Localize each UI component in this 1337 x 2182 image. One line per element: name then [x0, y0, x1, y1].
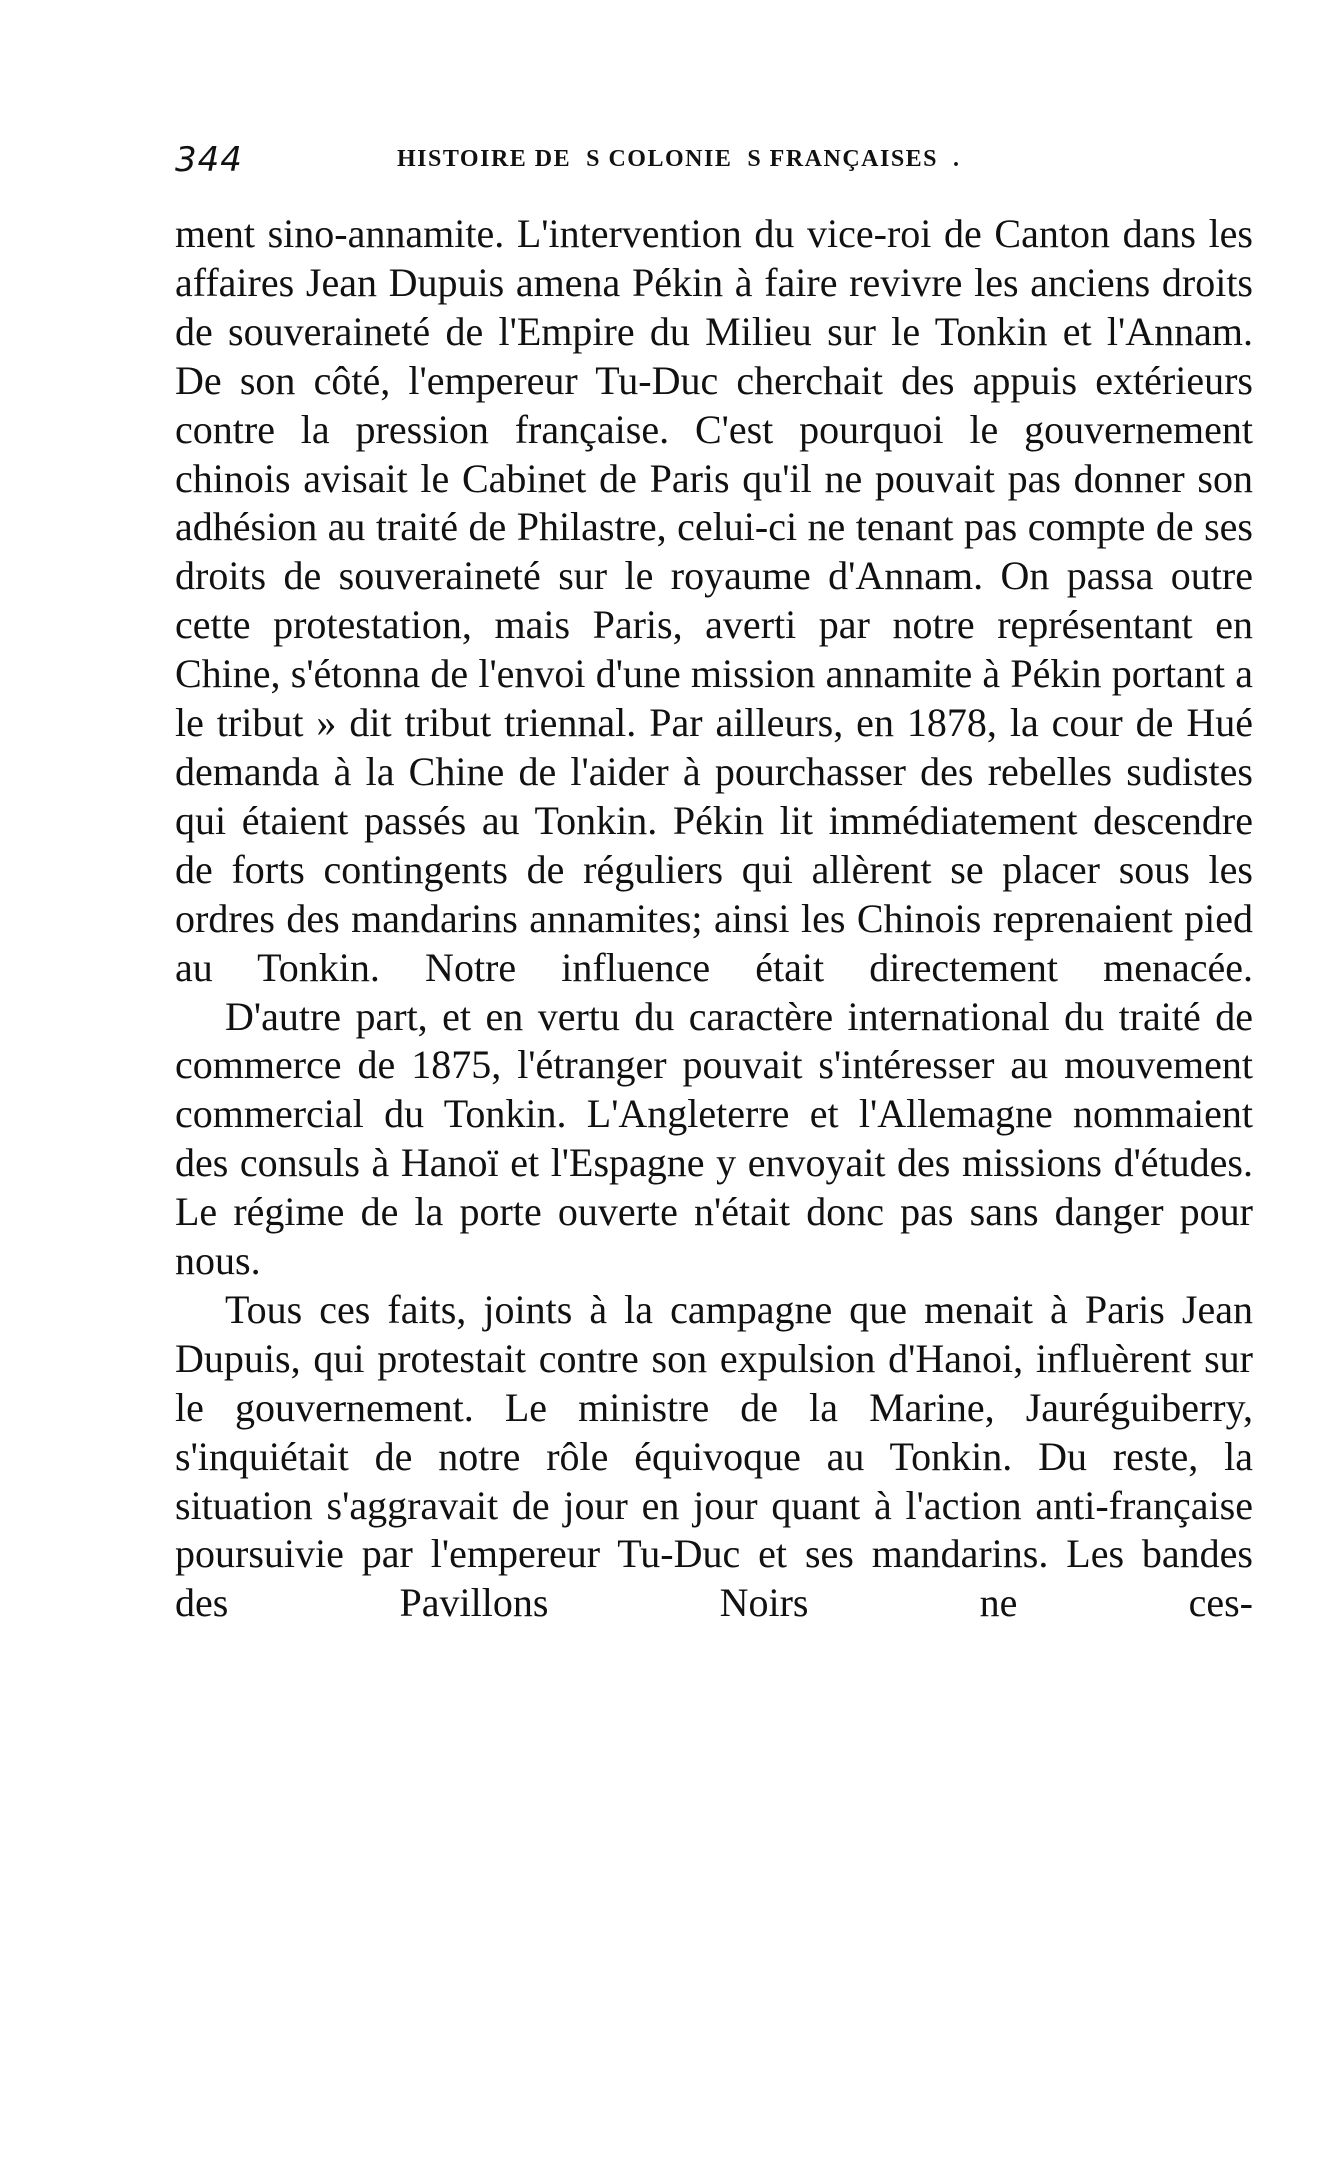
page-header	[175, 136, 1255, 186]
paragraph-1: ment sino-annamite. L'intervention du vice-roi de Canton dans les affaires Jean Dupuis amena Pékin à faire revivre les anciens droits de souveraineté de l'Empire du Milieu sur le Tonkin et l'Annam. De son côté, l'empereur Tu-Duc cherchait des appuis extérieurs contre la pression française. C'est pourquoi le gouvernement chinois avisait le Cabinet de Paris qu'il ne pouvait pas donner son adhésion au traité de Philastre, celui-ci ne tenant pas compte de ses droits de souveraineté sur le royaume d'Annam. On passa outre cette protestation, mais Paris, averti par notre représentant en Chine, s'étonna de l'envoi d'une mission annamite à Pékin portant a le tribut » dit tribut triennal. Par ailleurs, en 1878, la cour de Hué demanda à la Chine de l'aider à pourchasser des rebelles sudistes qui étaient passés au Tonkin. Pékin lit immédiatement descendre de forts contingents de réguliers qui allèrent se placer sous les ordres des mandarins annamites; ainsi les Chinois reprenaient pied au Tonkin. Notre influence était directement menacée.	[175, 211, 1253, 990]
page-number: 344	[175, 140, 243, 180]
running-title: HISTOIRE DE S COLONIE S FRANÇAISES .	[397, 146, 961, 172]
paragraph-3: Tous ces faits, joints à la campagne que menait à Paris Jean Dupuis, qui protestait contre son expulsion d'Hanoi, influèrent sur le gouvernement. Le ministre de la Marine, Jauréguiberry, s'inquiétait de notre rôle équivoque au Tonkin. Du reste, la situation s'aggravait de jour en jour quant à l'action anti-française poursuivie par l'empereur Tu-Duc et ses mandarins. Les bandes des Pavillons Noirs ne ces-	[175, 1286, 1253, 1626]
paragraph-2: D'autre part, et en vertu du caractère international du traité de commerce de 1875, l'étranger pouvait s'intéresser au mouvement commercial du Tonkin. L'Angleterre et l'Allemagne nommaient des consuls à Hanoï et l'Espagne y envoyait des missions d'études. Le régime de la porte ouverte n'était donc pas sans danger pour nous.	[175, 993, 1253, 1284]
body-text	[175, 210, 1253, 1628]
